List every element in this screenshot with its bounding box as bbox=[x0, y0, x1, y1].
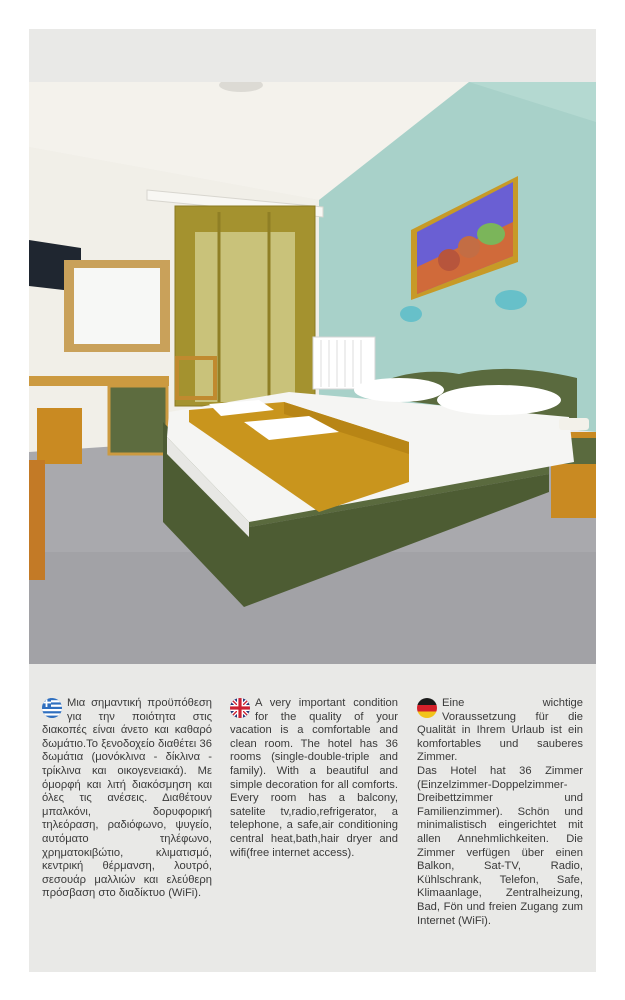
greece-flag-icon bbox=[42, 698, 62, 718]
hotel-room-photo bbox=[29, 82, 596, 664]
german-text-intro: Eine wichtige Voraussetzung für die Qualität in Ihrem Urlaub ist ein komfortables und sauberes Zimmer. bbox=[417, 697, 583, 764]
english-text: A very important condition for the quality of your vacation is a comfortable and clean room. The hotel has 36 rooms (single-double-triple and family). With a beautiful and simple decoration for all comforts. Every room has a balcony, satelite tv,radio,refrigerator, a telephone, a safe,air conditioning central heat,bath,hair dryer and wifi(free internet access). bbox=[230, 697, 398, 859]
english-description bbox=[230, 697, 398, 860]
uk-flag-icon bbox=[230, 698, 250, 718]
room-description-columns bbox=[29, 697, 596, 937]
greek-description bbox=[42, 697, 212, 901]
germany-flag-icon bbox=[417, 698, 437, 718]
german-text-details: Das Hotel hat 36 Zimmer (Einzelzimmer-Doppelzimmer-Dreibettzimmer und Familienzimmer). Schön und minimalistisch eingerichtet mit allen Annehmlichkeiten. Die Zimmer verfügen über einen Balkon, Sat-TV, Radio, Kühlschrank, Telefon, Safe, Klimaanlage, Zentralheizung, Bad, Fön und freien Zugang zum Internet (WiFi). bbox=[417, 764, 583, 927]
german-description bbox=[417, 697, 583, 928]
greek-text: Μια σημαντική προϋπόθεση για την ποιότητα στις διακοπές είναι άνετο και καθαρό δωμάτιο.Το ξενοδοχείο διαθέτει 36 δωμάτια (μονόκλινα - δίκλινα - τρίκλινα και οικογενειακά). Με όμορφή και λιτή διακόσμηση και όλες τις ανέσεις. Διαθέτουν μπαλκόνι, δορυφορική τηλεόραση, ραδιόφωνο, ψυγείο, αυτόματο τηλέφωνο, χρηματοκιβώτιο, κλιματισμό, κεντρική θέρμανση, λουτρό, σεσουάρ μαλλιών και ελεύθερη πρόσβαση στο διαδίκτυο (WiFi). bbox=[42, 697, 212, 900]
